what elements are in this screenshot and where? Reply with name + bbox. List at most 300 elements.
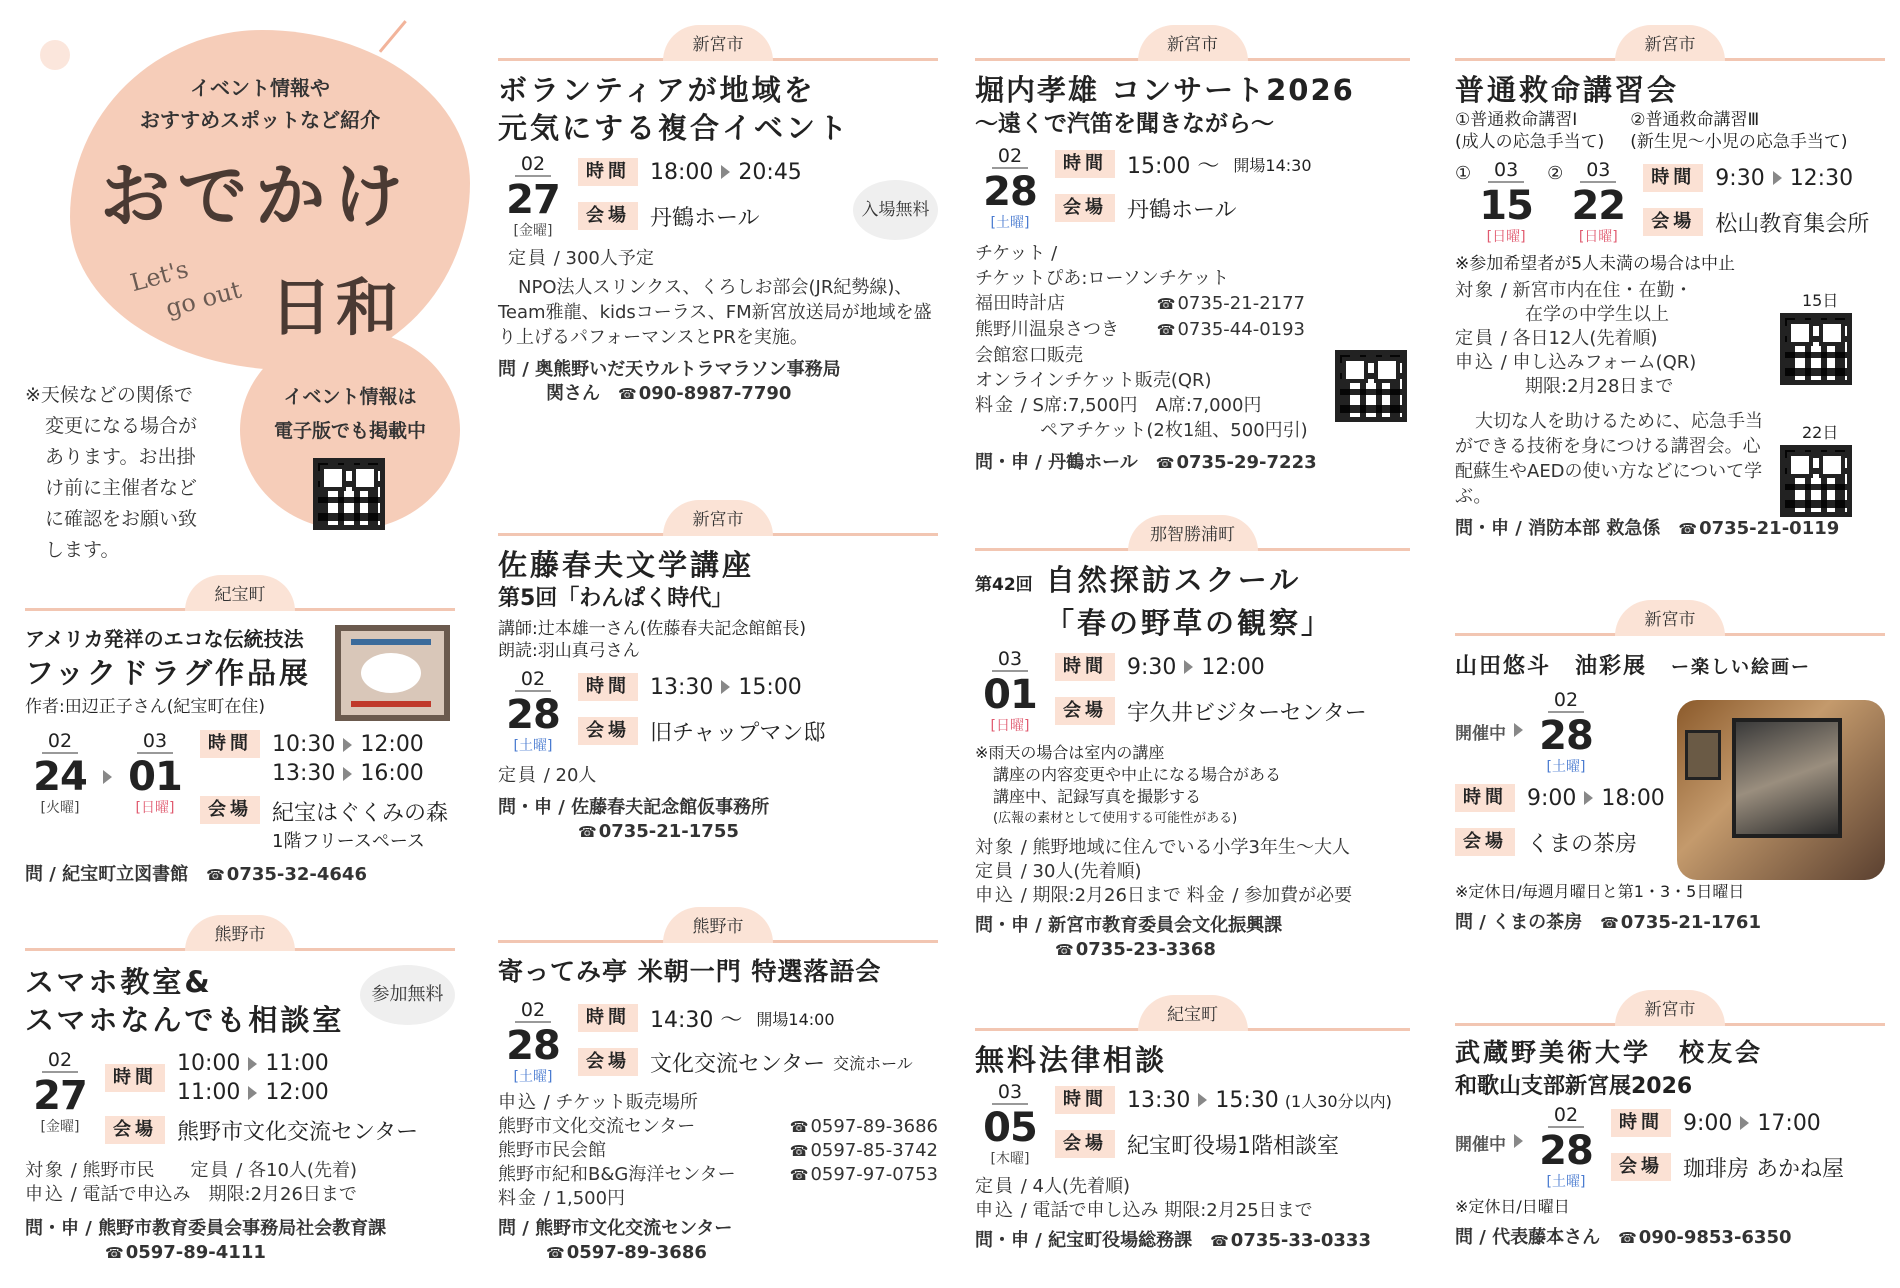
date-month: 02	[42, 730, 78, 754]
contact-row: 問・申 / 紀宝町役場総務課 ☎ 0735-33-0333	[975, 1229, 1410, 1253]
course-2-desc: (新生児〜小児の応急手当て)	[1630, 132, 1848, 152]
time-label: 時間	[1055, 1086, 1115, 1114]
capacity-value: 30人(先着順)	[1032, 861, 1142, 882]
ticket-outlet	[975, 317, 1305, 343]
area-header	[975, 515, 1410, 551]
time-row	[1055, 145, 1312, 183]
date-day: 24	[33, 754, 87, 800]
event-details	[1055, 145, 1312, 227]
event-description: NPO法人スリンクス、くろしお部会(JR紀勢線)、Team雅龍、kidsコーラス、FM新宮放送局が地域を盛り上げるパフォーマンスとPRを実施。	[498, 277, 932, 348]
venue-detail: 1階フリースペース	[272, 831, 425, 852]
ticket-tel: ☎ 0735-21-2177	[1157, 291, 1305, 317]
time-label: 時間	[1055, 150, 1115, 178]
date-weekday: [土曜]	[1546, 1174, 1586, 1190]
ongoing-label: 開催中	[1455, 724, 1506, 744]
goout-text: go out	[162, 275, 245, 323]
target-value: 熊野地域に住んでいる小学3年生〜大人	[1032, 837, 1350, 858]
contact-row: 問 / 奥熊野いだ天ウルトラマラソン事務局	[498, 359, 841, 380]
ticket-outlet: 会館窓口販売	[975, 345, 1083, 366]
ticket-label: チケット /	[975, 243, 1058, 264]
venue-row	[1643, 203, 1869, 241]
time-end: 12:00	[265, 1080, 329, 1105]
time-start: 10:00	[177, 1051, 241, 1076]
time-start: 18:00	[650, 159, 714, 185]
note-line: に確認をお願い致	[45, 508, 198, 530]
contact-row: 問 / くまの茶房 ☎ 0735-21-1761	[1455, 911, 1885, 935]
arrow-icon	[1514, 1134, 1523, 1148]
capacity-value: 各10人(先着)	[248, 1160, 357, 1181]
venue-value: 旧チャップマン邸	[650, 720, 826, 746]
lets-text: Let's	[127, 254, 192, 298]
date-month: 02	[1548, 689, 1584, 713]
area-label: 新宮市	[1615, 600, 1725, 636]
closed-note: ※定休日/日曜日	[1455, 1197, 1570, 1216]
time-row	[578, 153, 802, 191]
target-row: 対象 / 熊野地域に住んでいる小学3年生〜大人	[975, 837, 1350, 858]
contact-label: 問	[25, 864, 43, 885]
capacity-row: 定員 / 30人(先着順)	[975, 861, 1142, 882]
contact-label: 問	[1455, 1227, 1473, 1248]
time-start: 9:30	[1715, 165, 1765, 191]
fee-value: 1,500円	[555, 1188, 626, 1209]
venue-value: 熊野市文化交流センター	[177, 1119, 419, 1145]
event-legal	[975, 995, 1410, 1253]
contact-row: 問 / 代表藤本さん ☎ 090-9853-6350	[1455, 1226, 1885, 1250]
event-smartphone	[25, 915, 455, 1265]
venue-value: 丹鶴ホール	[650, 205, 760, 231]
area-label: 新宮市	[663, 500, 773, 536]
course-2: ②普通救命講習Ⅲ	[1630, 110, 1760, 130]
event-title	[975, 561, 1410, 604]
time-label: 時間	[1611, 1109, 1671, 1137]
ticket-tel: ☎ 0735-44-0193	[1157, 317, 1305, 343]
sale-place: 熊野市紀和B&G海洋センター	[498, 1164, 736, 1185]
date-weekday: [日曜]	[1578, 229, 1618, 245]
contact-name: 佐藤春夫記念館仮事務所	[571, 797, 770, 818]
time-note: (1人30分以内)	[1284, 1091, 1392, 1111]
time-label: 時間	[1455, 784, 1515, 812]
date-month: 03	[992, 1081, 1028, 1105]
date-block	[1531, 1104, 1601, 1190]
date-day: 05	[983, 1105, 1037, 1151]
date-day: 28	[1539, 713, 1593, 759]
time-end: 12:00	[360, 732, 424, 757]
event-title-text: 山田悠斗 油彩展	[1455, 654, 1648, 679]
date-month: 02	[992, 145, 1028, 169]
venue-label: 会場	[200, 796, 260, 824]
contact-name: 奥熊野いだ天ウルトラマラソン事務局	[535, 359, 841, 380]
venue-row	[578, 1043, 913, 1081]
time-row	[1055, 648, 1367, 686]
area-header	[975, 995, 1410, 1031]
digital-note	[250, 380, 450, 448]
sale-place: 熊野市文化交流センター	[498, 1116, 696, 1137]
contact-label: 問・申	[975, 915, 1029, 936]
time-end: 15:30	[1215, 1087, 1279, 1113]
arrow-icon	[248, 1057, 257, 1071]
venue-label: 会場	[578, 717, 638, 745]
date-block	[1531, 689, 1601, 775]
time-end: 16:00	[360, 761, 424, 786]
apply-row: 申込 / 電話で申し込み 期限:2月25日まで	[975, 1200, 1313, 1221]
note-line: 講座の内容変更や中止になる場合がある	[993, 765, 1282, 784]
gallery-photo	[1677, 700, 1885, 880]
weather-note	[25, 380, 225, 566]
course-1: ①普通救命講習Ⅰ	[1455, 110, 1578, 130]
area-header	[498, 500, 938, 536]
date-day: 28	[1539, 1128, 1593, 1174]
target-value-2: 在学の中学生以上	[1525, 304, 1669, 325]
arrow-icon	[721, 165, 730, 179]
contact-name: 熊野市文化交流センター	[535, 1218, 733, 1239]
time-end: 18:00	[1601, 785, 1665, 811]
contact-name: 熊野市教育委員会事務局社会教育課	[98, 1218, 387, 1239]
date-block	[498, 153, 568, 239]
date-month: 03	[137, 730, 173, 754]
date-weekday: [土曜]	[513, 1069, 553, 1085]
event-details	[1055, 648, 1367, 730]
door-open: 開場14:30	[1233, 155, 1312, 175]
ticket-outlet	[975, 291, 1305, 317]
contact-name: 代表藤本さん	[1492, 1227, 1601, 1248]
date-month: 02	[515, 668, 551, 692]
course-list	[1455, 109, 1885, 153]
rug-image	[335, 625, 450, 721]
venue-row	[1611, 1148, 1844, 1186]
note-line: (広報の素材として使用する可能性がある)	[993, 811, 1238, 826]
area-header	[1455, 990, 1885, 1026]
apply-row: 申込 / 申し込みフォーム(QR)	[1455, 352, 1697, 373]
hero-line1: イベント情報や	[190, 76, 330, 100]
date-month: 02	[42, 1049, 78, 1073]
date-block	[25, 730, 95, 816]
note-line: します。	[45, 539, 120, 561]
venue-label: 会場	[1643, 208, 1703, 236]
qr-code[interactable]	[1780, 445, 1852, 517]
date-month: 02	[515, 999, 551, 1023]
event-subtitle: 和歌山支部新宮展2026	[1455, 1074, 1693, 1099]
event-schedule	[975, 145, 1410, 231]
contact-name: 消防本部 救急係	[1528, 518, 1661, 539]
area-label: 紀宝町	[1138, 995, 1248, 1031]
event-title: 武蔵野美術大学 校友会	[1455, 1038, 1764, 1067]
event-title: 寄ってみ亭 米朝一門 特選落語会	[498, 957, 882, 986]
area-label: 熊野市	[185, 915, 295, 951]
contact-name: 丹鶴ホール	[1048, 452, 1138, 473]
date-weekday: [土曜]	[1546, 759, 1586, 775]
event-schedule	[25, 730, 455, 853]
venue-value: くまの茶房	[1527, 831, 1638, 857]
contact-name: 紀宝町立図書館	[62, 864, 189, 885]
event-lecture	[498, 500, 938, 844]
ticket-outlet-name: 熊野川温泉さつき	[975, 319, 1119, 340]
note-line: あります。お出掛	[45, 446, 196, 468]
date-month: 02	[515, 153, 551, 177]
contact-row: 問 / 熊野市文化交流センター	[498, 1218, 733, 1239]
venue-value: 宇久井ビジターセンター	[1127, 700, 1367, 726]
capacity-label: 定員	[190, 1160, 231, 1181]
event-subtitle: 〜遠くで汽笛を聞きながら〜	[975, 111, 1274, 137]
area-label: 新宮市	[1615, 25, 1725, 61]
apply-value: 電話で申込み 期限:2月26日まで	[82, 1184, 357, 1205]
capacity-row: 定員 / 300人予定	[508, 248, 654, 269]
date-weekday: [土曜]	[513, 738, 553, 754]
hero-title-2: 日和	[270, 271, 403, 344]
event-details	[1643, 159, 1869, 241]
venue-row	[1055, 692, 1367, 730]
apply-label: 申込	[975, 885, 1015, 906]
contact-label: 問・申	[1455, 518, 1509, 539]
cancel-note: ※参加希望者が5人未満の場合は中止	[1455, 254, 1736, 274]
venue-value: 松山教育集会所	[1715, 211, 1870, 237]
date-weekday: [金曜]	[40, 1119, 80, 1135]
date-weekday: [火曜]	[40, 800, 80, 816]
date-block	[120, 730, 190, 816]
note-line: ※天候などの関係で	[25, 384, 193, 406]
door-open: 開場14:00	[756, 1009, 835, 1029]
qr-caption: 22日	[1802, 423, 1839, 442]
venue-label: 会場	[1055, 1130, 1115, 1158]
event-details	[578, 999, 913, 1081]
fee-label: 料金	[498, 1188, 538, 1209]
area-label: 新宮市	[663, 25, 773, 61]
event-art-exhibition	[1455, 990, 1885, 1250]
contact-row: 問・申 / 丹鶴ホール ☎ 0735-29-7223	[975, 451, 1410, 475]
qr-code[interactable]	[313, 458, 385, 530]
note-line: ※雨天の場合は室内の講座	[975, 743, 1165, 762]
event-details	[1611, 1104, 1844, 1186]
venue-row	[105, 1111, 418, 1149]
time-end: 15:00	[738, 674, 802, 700]
time-label: 時間	[1643, 164, 1703, 192]
hero-intro	[110, 72, 410, 136]
venue-detail: 交流ホール	[833, 1053, 913, 1073]
date-day: 28	[983, 169, 1037, 215]
ticket-online: オンラインチケット販売(QR)	[975, 370, 1212, 391]
time-label: 時間	[200, 730, 260, 758]
event-description: 大切な人を助けるために、応急手当ができる技術を身につける講習会。心配蘇生やAEDの使い方などについて学ぶ。	[1455, 411, 1763, 507]
time-start: 11:00	[177, 1080, 241, 1105]
venue-row	[578, 197, 802, 235]
fee-pair: ペアチケット(2枚1組、500円引)	[1040, 420, 1308, 441]
time-start: 13:30	[272, 761, 336, 786]
contact-tel: ☎ 090-8987-7790	[618, 383, 791, 404]
time-label: 時間	[578, 158, 638, 186]
date-day: 27	[506, 177, 560, 223]
date-weekday: [日曜]	[1486, 229, 1526, 245]
apply-value: チケット販売場所	[555, 1092, 698, 1113]
arrow-icon	[1184, 660, 1193, 674]
digital-line1: イベント情報は	[283, 386, 417, 408]
arrow-icon	[343, 738, 352, 752]
free-badge: 参加無料	[360, 965, 455, 1025]
contact-row: 問・申 / 佐藤春夫記念館仮事務所	[498, 797, 770, 818]
contact-tel: ☎ 0735-21-1755	[498, 820, 938, 844]
event-title: スマホ教室&	[25, 965, 213, 999]
area-header	[498, 25, 938, 61]
course-marker: ①	[1455, 163, 1472, 184]
note-line: け前に主催者など	[45, 477, 198, 499]
time-start: 13:30	[650, 674, 714, 700]
date-day: 27	[33, 1073, 87, 1119]
event-schedule	[498, 999, 938, 1085]
venue-value: 文化交流センター	[650, 1051, 826, 1077]
time-label: 時間	[578, 1004, 638, 1032]
fee-row: 料金 / 1,500円	[498, 1188, 626, 1209]
date-month: 02	[1548, 1104, 1584, 1128]
contact-label: 問	[498, 1218, 516, 1239]
course-1-desc: (成人の応急手当て)	[1455, 132, 1605, 152]
target-row: 対象 / 新宮市内在住・在勤・	[1455, 280, 1693, 301]
event-title	[1455, 652, 1885, 683]
sale-row	[498, 1115, 938, 1139]
target-value: 熊野市民	[82, 1160, 155, 1181]
event-title: ボランティアが地域を	[498, 73, 816, 107]
event-first-aid	[1455, 25, 1885, 541]
date-block	[975, 145, 1045, 231]
area-label: 那智勝浦町	[1128, 515, 1258, 551]
date-weekday: [日曜]	[990, 718, 1030, 734]
arrow-icon	[248, 1086, 257, 1100]
contact-tel: ☎ 090-9853-6350	[1618, 1227, 1791, 1248]
date-block	[1563, 159, 1633, 245]
time-label: 時間	[1055, 653, 1115, 681]
venue-label: 会場	[578, 1048, 638, 1076]
date-weekday: [土曜]	[990, 215, 1030, 231]
apply-value: 申し込みフォーム(QR)	[1512, 352, 1697, 373]
apply-label: 申込	[1455, 352, 1495, 373]
date-month: 03	[1488, 159, 1524, 183]
venue-row	[200, 796, 448, 853]
time-row	[578, 999, 913, 1037]
date-day: 15	[1479, 183, 1533, 229]
time-start: 9:00	[1683, 1110, 1733, 1136]
area-header	[1455, 25, 1885, 61]
time-label: 時間	[105, 1064, 165, 1092]
contact-name: 新宮市教育委員会文化振興課	[1048, 915, 1283, 936]
qr-code[interactable]	[1335, 350, 1407, 422]
apply-value: 期限:2月26日まで	[1032, 885, 1181, 906]
contact-row: 問・申 / 消防本部 救急係 ☎ 0735-21-0119	[1455, 517, 1885, 541]
fee-value: S席:7,500円 A席:7,000円	[1032, 395, 1262, 416]
arrow-icon	[1773, 171, 1782, 185]
time-start: 9:30	[1127, 654, 1177, 680]
event-title: 佐藤春夫文学講座	[498, 548, 755, 582]
arrow-icon	[1198, 1093, 1207, 1107]
event-schedule	[975, 1081, 1410, 1167]
contact-label: 問	[498, 359, 516, 380]
target-value: 新宮市内在住・在勤・	[1512, 280, 1693, 301]
contact-label: 問	[1455, 912, 1473, 933]
contact-name: 紀宝町役場総務課	[1048, 1230, 1193, 1251]
venue-value: 紀宝町役場1階相談室	[1127, 1133, 1339, 1159]
contact-row-2	[498, 382, 938, 406]
time-start: 10:30	[272, 732, 336, 757]
capacity-label: 定員	[508, 248, 548, 269]
venue-label: 会場	[105, 1116, 165, 1144]
target-row: 対象 / 熊野市民 定員 / 各10人(先着)	[25, 1160, 357, 1181]
time-end: 12:00	[1201, 654, 1265, 680]
venue-row	[1055, 1125, 1392, 1163]
contact-tel: ☎ 0735-32-4646	[206, 864, 367, 885]
event-concert	[975, 25, 1410, 475]
free-badge: 入場無料	[853, 180, 938, 240]
date-day: 28	[506, 1023, 560, 1069]
event-details	[578, 668, 825, 750]
venue-label: 会場	[1055, 697, 1115, 725]
venue-label: 会場	[1455, 828, 1515, 856]
area-header	[498, 907, 938, 943]
event-subtitle: ー楽しい絵画ー	[1671, 657, 1812, 678]
date-day: 01	[983, 672, 1037, 718]
contact-tel: ☎ 0597-89-4111	[25, 1241, 455, 1265]
date-block	[498, 668, 568, 754]
contact-person: 関さん	[546, 383, 600, 404]
event-schedule	[498, 668, 938, 754]
arrow-icon	[1584, 791, 1593, 805]
event-title: 普通救命講習会	[1455, 73, 1680, 107]
capacity-value: 4人(先着順)	[1032, 1176, 1131, 1197]
apply-row: 申込 / 期限:2月26日まで 料金 / 参加費が必要	[975, 885, 1353, 906]
time-row	[578, 668, 825, 706]
capacity-value: 300人予定	[565, 248, 654, 269]
event-rakugo	[498, 907, 938, 1265]
time-row	[1611, 1104, 1844, 1142]
capacity-value: 各日12人(先着順)	[1512, 328, 1658, 349]
event-title-2: スマホなんでも相談室	[25, 1003, 345, 1037]
qr-code[interactable]	[1780, 313, 1852, 385]
date-weekday: [金曜]	[513, 223, 553, 239]
event-title: 無料法律相談	[975, 1043, 1168, 1077]
apply-row: 申込 / 電話で申込み 期限:2月26日まで	[25, 1184, 357, 1205]
event-title: 堀内孝雄 コンサート2026	[975, 73, 1355, 107]
date-weekday: [日曜]	[135, 800, 175, 816]
confetti-dots	[379, 20, 415, 60]
capacity-row: 定員 / 各日12人(先着順)	[1455, 328, 1658, 349]
arrow-icon	[721, 680, 730, 694]
reader: 朗読:羽山真弓さん	[498, 641, 640, 661]
area-header	[25, 575, 455, 611]
venue-value: 丹鶴ホール	[1127, 197, 1237, 223]
sale-row	[498, 1139, 938, 1163]
area-header	[975, 25, 1410, 61]
event-title-2: 「春の野草の観察」	[1045, 606, 1334, 640]
sale-tel: ☎ 0597-89-3686	[790, 1115, 938, 1139]
capacity-label: 定員	[498, 765, 538, 786]
event-title-text: 自然探訪スクール	[1045, 563, 1302, 597]
date-month: 03	[992, 648, 1028, 672]
apply-label: 申込	[975, 1200, 1015, 1221]
contact-label: 問・申	[25, 1218, 79, 1239]
event-title-2: 元気にする複合イベント	[498, 111, 851, 145]
area-header	[1455, 600, 1885, 636]
venue-value: 珈琲房 あかね屋	[1683, 1156, 1844, 1182]
area-label: 熊野市	[663, 907, 773, 943]
apply-row: 申込 / チケット販売場所	[498, 1092, 698, 1113]
capacity-label: 定員	[1455, 328, 1495, 349]
contact-row: 問・申 / 熊野市教育委員会事務局社会教育課	[25, 1218, 387, 1239]
area-label: 紀宝町	[185, 575, 295, 611]
contact-label: 問・申	[975, 1230, 1029, 1251]
event-title: フックドラグ作品展	[25, 656, 311, 690]
hero-line2: おすすめスポットなど紹介	[139, 108, 381, 132]
hero-title: おでかけ	[100, 154, 412, 237]
contact-tel: ☎ 0735-21-1761	[1600, 912, 1761, 933]
fee-row: 料金 / S席:7,500円 A席:7,000円	[975, 395, 1262, 416]
date-block	[498, 999, 568, 1085]
event-details	[200, 730, 448, 853]
contact-label: 問・申	[975, 452, 1029, 473]
